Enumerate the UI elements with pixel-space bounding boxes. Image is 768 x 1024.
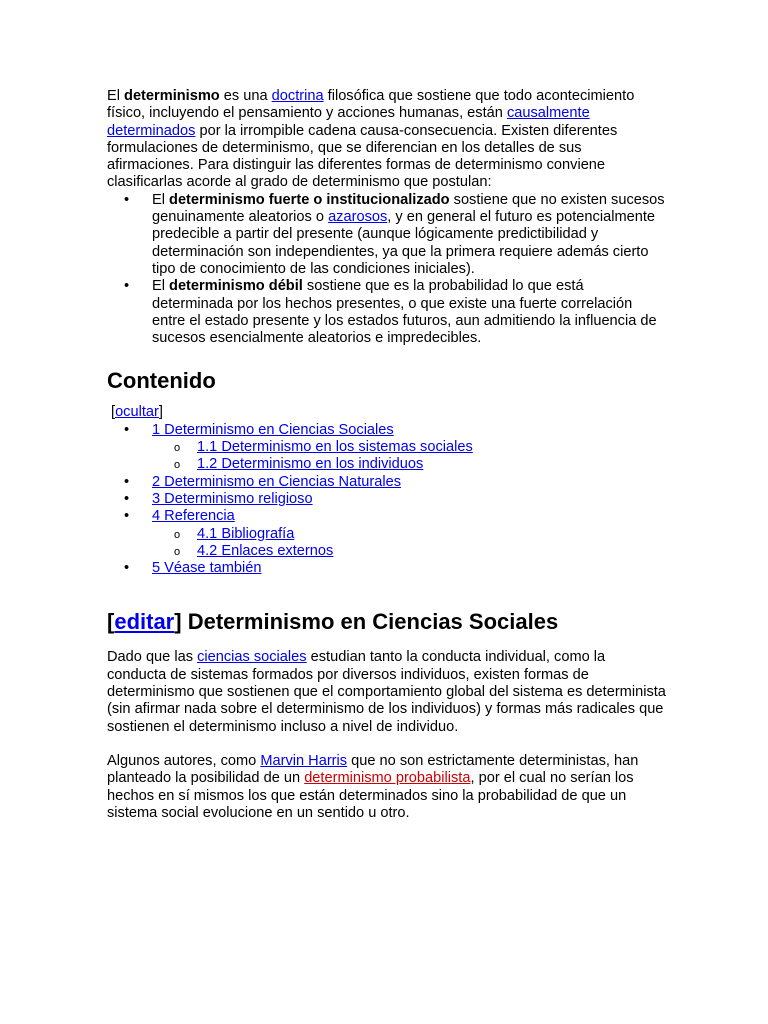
paragraph-text: , por el cual no serían los hechos en sí mismos los que están determinados sino la probabilidad de que un sistema social evolucione en un sentido u otro. — [107, 770, 634, 821]
toc-title: Contenido — [107, 368, 216, 394]
paragraph-text: que no son estrictamente deterministas, han planteado la posibilidad de un — [107, 752, 639, 787]
toc-link-4-2[interactable]: 4.2 Enlaces externos — [197, 542, 334, 559]
definition-text: El — [152, 278, 170, 295]
toc-item-1-2 — [152, 456, 667, 473]
link-doctrina[interactable]: doctrina — [271, 88, 324, 104]
toc-item-1 — [107, 422, 667, 474]
toc-link-1-1[interactable]: 1.1 Determinismo en los sistemas sociales — [197, 439, 473, 456]
toc-link-1[interactable]: 1 Determinismo en Ciencias Sociales — [152, 421, 394, 438]
toc-link-4[interactable]: 4 Referencia — [152, 508, 235, 525]
link-ciencias-sociales[interactable]: ciencias sociales — [197, 649, 307, 666]
paragraph-text: Dado que las — [107, 649, 198, 666]
toc-bracket-open: [ — [111, 404, 116, 421]
toc-item-5 — [107, 560, 667, 577]
toc-link-2[interactable]: 2 Determinismo en Ciencias Naturales — [152, 473, 402, 490]
link-marvin-harris[interactable]: Marvin Harris — [260, 752, 348, 769]
definition-text: , y en general el futuro es potencialmente predecible a partir del presente (aunque lógicamente predictibilidad y determinación son independientes, ya que la primera requiere además cierto tipo de conocimiento de las condiciones iniciales). — [152, 209, 655, 277]
definition-text: El — [152, 191, 170, 208]
edit-bracket-open: [ — [107, 609, 115, 635]
link-determinismo-probabilista[interactable]: determinismo probabilista — [304, 770, 471, 787]
toc-item-3 — [107, 491, 667, 508]
toc-toggle — [107, 404, 667, 421]
toc-hide-link[interactable]: ocultar — [115, 404, 159, 421]
intro-text-2: es una — [219, 88, 272, 104]
toc-link-3[interactable]: 3 Determinismo religioso — [152, 490, 313, 507]
definition-item-debil — [107, 278, 667, 347]
section-title: Determinismo en Ciencias Sociales — [181, 609, 559, 635]
toc-item-2 — [107, 474, 667, 491]
definition-text: sostiene que no existen sucesos genuinamente aleatorios o — [152, 191, 665, 226]
intro-text-1: El — [107, 88, 125, 104]
toc-item-4-1 — [152, 526, 667, 543]
edit-bracket-close: ] — [174, 609, 182, 635]
toc-item-1-1 — [152, 439, 667, 456]
section-heading — [107, 609, 667, 635]
toc-list — [107, 422, 667, 578]
definition-text: sostiene que es la probabilidad lo que está determinada por los hechos presentes, o que existe una fuerte correlación entre el estado presente y los estados futuros, aun admitiendo la influencia de sucesos esencialmente aleatorios e impredecibles. — [152, 278, 657, 347]
section-paragraph-2 — [107, 753, 667, 822]
intro-term-determinismo: determinismo — [124, 88, 220, 104]
definition-item-fuerte — [107, 192, 667, 278]
article-body — [107, 88, 667, 822]
toc-sublist-4 — [152, 526, 667, 561]
toc-link-1-2[interactable]: 1.2 Determinismo en los individuos — [197, 456, 424, 473]
toc-bracket-close: ] — [158, 404, 163, 421]
toc-item-4 — [107, 508, 667, 560]
definition-term-debil: determinismo débil — [169, 278, 303, 295]
toc-link-5[interactable]: 5 Véase también — [152, 560, 262, 577]
definitions-list — [107, 192, 667, 348]
link-azarosos[interactable]: azarosos — [328, 209, 388, 226]
toc-link-4-1[interactable]: 4.1 Bibliografía — [197, 525, 295, 542]
paragraph-text: Algunos autores, como — [107, 752, 261, 769]
edit-section-link[interactable]: editar — [114, 609, 175, 635]
paragraph-text: estudian tanto la conducta individual, como la conducta de sistemas formados por diversos individuos, existen formas de determinismo que sostienen que el comportamiento global del sistema es determinista (sin afirmar nada sobre el determinismo de los individuos) y formas más radicales que sostienen el determinismo incluso a nivel de individuo. — [107, 649, 666, 735]
intro-text-3: filosófica que sostiene que todo acontecimiento físico, incluyendo el pensamiento y acciones humanas, están — [107, 88, 635, 122]
toc-sublist-1 — [152, 439, 667, 474]
definition-term-fuerte: determinismo fuerte o institucionalizado — [169, 191, 450, 208]
link-causalmente-determinados[interactable]: causalmente determinados — [107, 105, 590, 139]
toc-item-4-2 — [152, 543, 667, 560]
section-paragraph-1 — [107, 649, 667, 735]
intro-paragraph — [107, 88, 667, 192]
intro-text-4: por la irrompible cadena causa-consecuencia. Existen diferentes formulaciones de determinismo, que se diferencian en los detalles de sus afirmaciones. Para distinguir las diferentes formas de determinismo conviene clasificarlas acorde al grado de determinismo que postulan: — [107, 122, 618, 191]
